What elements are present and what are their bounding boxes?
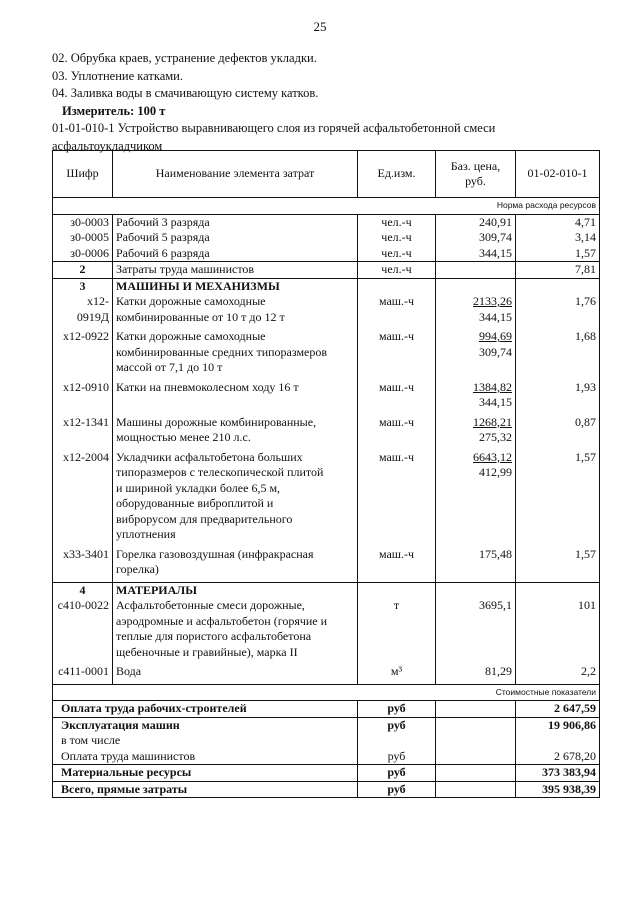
row-norm: 0,87: [516, 415, 600, 446]
empty-cell: [436, 717, 516, 733]
operator-price: 412,99: [479, 465, 512, 479]
page-number: 25: [313, 19, 327, 34]
name-line: щебеночные и гравийные), марка II: [116, 644, 298, 659]
name-line: комбинированные средних типоразмеров: [116, 344, 328, 359]
step-04: 04. Заливка воды в смачивающую систему катков.: [52, 86, 319, 100]
row-code: з0-0003: [53, 214, 113, 230]
total-row: [53, 717, 600, 733]
row-name: [113, 294, 358, 325]
row-unit: маш.-ч: [358, 415, 436, 446]
name-line: горелка): [116, 562, 159, 576]
total-row: [53, 749, 600, 765]
row-norm: 1,68: [516, 329, 600, 376]
row-norm: 1,57: [516, 547, 600, 578]
row-price: 309,74: [436, 230, 516, 246]
name-line: Катки дорожные самоходные: [116, 329, 266, 343]
table-row: [53, 246, 600, 262]
empty-cell: [436, 701, 516, 718]
row-name: Рабочий 5 разряда: [113, 230, 358, 246]
name-line: и шириной укладки более 6,5 м,: [116, 480, 281, 495]
total-unit: руб: [358, 749, 436, 765]
norm-label: Норма расхода ресурсов: [53, 198, 600, 215]
total-name: Эксплуатация машин: [53, 717, 358, 733]
row-code: х12-0922: [53, 329, 113, 376]
base-price: 175,48: [479, 546, 512, 561]
operator-price: 309,74: [479, 344, 512, 359]
total-name: Всего, прямые затраты: [53, 781, 358, 798]
cost-label: Стоимостные показатели: [53, 684, 600, 701]
name-line: уплотнения: [116, 527, 176, 541]
table-row: [53, 450, 600, 543]
row-name: [113, 450, 358, 543]
empty-cell: [436, 733, 516, 749]
row-name: [113, 598, 358, 660]
base-price: 994,69: [479, 329, 512, 343]
name-line: Укладчики асфальтобетона больших: [116, 449, 303, 464]
total-name: Материальные ресурсы: [53, 765, 358, 782]
total-value: 2 647,59: [516, 701, 600, 718]
row-price: 240,91: [436, 214, 516, 230]
row-price: [436, 547, 516, 578]
row-code: 2: [53, 262, 113, 279]
empty-cell: [436, 278, 516, 294]
header-code: Шифр: [53, 151, 113, 198]
operator-price: 344,15: [479, 309, 512, 324]
table-row: [53, 262, 600, 279]
total-row: [53, 765, 600, 782]
machines-section-row: [53, 278, 600, 294]
norm-title-line1: 01-01-010-1 Устройство выравнивающего слоя из горячей асфальтобетонной смеси: [52, 121, 496, 135]
table-row: [53, 214, 600, 230]
table-header-row: [53, 151, 600, 198]
row-price: 81,29: [436, 664, 516, 680]
total-unit: руб: [358, 717, 436, 733]
row-unit: маш.-ч: [358, 329, 436, 376]
table-row: [53, 547, 600, 578]
total-name: Оплата труда рабочих-строителей: [53, 701, 358, 718]
empty-cell: [436, 582, 516, 598]
row-name: Рабочий 6 разряда: [113, 246, 358, 262]
base-price: 1384,82: [473, 379, 512, 394]
row-price: [436, 294, 516, 325]
total-unit: руб: [358, 781, 436, 798]
row-code: с411-0001: [53, 664, 113, 680]
operator-price: 275,32: [479, 430, 512, 444]
name-line: аэродромные и асфальтобетон (горячие и: [116, 613, 328, 628]
name-line: комбинированные от 10 т до 12 т: [116, 309, 285, 324]
total-row: [53, 701, 600, 718]
row-norm: 1,57: [516, 246, 600, 262]
row-code: х12-0910: [53, 380, 113, 411]
name-line: мощностью менее 210 л.с.: [116, 430, 251, 444]
row-name: [113, 547, 358, 578]
total-value: 373 383,94: [516, 765, 600, 782]
total-unit: руб: [358, 765, 436, 782]
row-code: х12-2004: [53, 450, 113, 543]
total-value: 395 938,39: [516, 781, 600, 798]
name-line: массой от 7,1 до 10 т: [116, 360, 223, 374]
name-line: виброрусом для предварительного: [116, 511, 293, 526]
row-code: з0-0005: [53, 230, 113, 246]
row-norm: 4,71: [516, 214, 600, 230]
row-norm: 1,93: [516, 380, 600, 411]
step-02: 02. Обрубка краев, устранение дефектов укладки.: [52, 51, 317, 65]
intro-text: [52, 50, 612, 155]
section-title: МАШИНЫ И МЕХАНИЗМЫ: [113, 278, 358, 294]
empty-cell: [436, 749, 516, 765]
base-price: 1268,21: [473, 414, 512, 429]
empty-cell: [516, 582, 600, 598]
table-row: [53, 380, 600, 411]
row-norm: 2,2: [516, 664, 600, 680]
base-price: 6643,12: [473, 449, 512, 464]
materials-section-row: [53, 582, 600, 598]
row-price: [436, 450, 516, 543]
row-price: [436, 262, 516, 279]
table-row: [53, 329, 600, 376]
table-row: [53, 664, 600, 680]
row-unit: чел.-ч: [358, 214, 436, 230]
row-name: [113, 380, 358, 411]
row-unit: чел.-ч: [358, 230, 436, 246]
empty-cell: [436, 781, 516, 798]
name-line: теплые для пористого асфальтобетона: [116, 629, 312, 643]
total-row: [53, 781, 600, 798]
row-norm: 1,57: [516, 450, 600, 543]
resource-norm-table: [52, 150, 600, 798]
empty-cell: [358, 582, 436, 598]
row-unit: м³: [358, 664, 436, 680]
table-row: [53, 598, 600, 660]
header-name: Наименование элемента затрат: [113, 151, 358, 198]
row-norm: 101: [516, 598, 600, 660]
norm-title-line2: асфальтоукладчиком: [52, 138, 163, 153]
name-line: Машины дорожные комбинированные,: [116, 414, 317, 429]
row-unit: чел.-ч: [358, 246, 436, 262]
total-row: [53, 733, 600, 749]
section-title: МАТЕРИАЛЫ: [113, 582, 358, 598]
empty-cell: [516, 278, 600, 294]
total-name: Оплата труда машинистов: [53, 749, 358, 765]
name-line: Вода: [116, 664, 142, 678]
row-unit: маш.-ч: [358, 294, 436, 325]
total-unit: руб: [358, 701, 436, 718]
header-unit: Ед.изм.: [358, 151, 436, 198]
row-code: х12-1341: [53, 415, 113, 446]
row-unit: маш.-ч: [358, 547, 436, 578]
header-norm-code: 01-02-010-1: [516, 151, 600, 198]
section-code: 3: [53, 278, 113, 294]
row-unit: маш.-ч: [358, 380, 436, 411]
table-row: [53, 230, 600, 246]
row-norm: 1,76: [516, 294, 600, 325]
total-value: [516, 733, 600, 749]
base-price: 2133,26: [473, 294, 512, 308]
row-norm: 3,14: [516, 230, 600, 246]
name-line: Катки на пневмоколесном ходу 16 т: [116, 379, 299, 394]
row-norm: 7,81: [516, 262, 600, 279]
row-name: [113, 415, 358, 446]
row-unit: т: [358, 598, 436, 660]
row-code: с410-0022: [53, 598, 113, 660]
row-price: [436, 329, 516, 376]
row-price: 3695,1: [436, 598, 516, 660]
total-value: 19 906,86: [516, 717, 600, 733]
row-unit: чел.-ч: [358, 262, 436, 279]
row-name: [113, 664, 358, 680]
table-row: [53, 415, 600, 446]
row-price: [436, 415, 516, 446]
row-price: [436, 380, 516, 411]
empty-cell: [436, 765, 516, 782]
row-name: Рабочий 3 разряда: [113, 214, 358, 230]
total-unit: [358, 733, 436, 749]
measure-unit: Измеритель: 100 т: [62, 103, 166, 118]
section-code: 4: [53, 582, 113, 598]
name-line: Горелка газовоздушная (инфракрасная: [116, 546, 314, 561]
step-03: 03. Уплотнение катками.: [52, 68, 183, 83]
total-name: в том числе: [53, 733, 358, 749]
row-code: з0-0006: [53, 246, 113, 262]
table-row: [53, 294, 600, 325]
norm-label-row: [53, 198, 600, 215]
row-name: [113, 329, 358, 376]
row-price: 344,15: [436, 246, 516, 262]
row-code: х33-3401: [53, 547, 113, 578]
cost-label-row: [53, 684, 600, 701]
row-unit: маш.-ч: [358, 450, 436, 543]
name-line: типоразмеров с телескопической плитой: [116, 465, 324, 479]
operator-price: 344,15: [479, 395, 512, 409]
row-code: х12-0919Д: [53, 294, 113, 325]
name-line: оборудованные виброплитой и: [116, 496, 274, 510]
total-value: 2 678,20: [516, 749, 600, 765]
name-line: Катки дорожные самоходные: [116, 294, 266, 308]
empty-cell: [358, 278, 436, 294]
row-name: Затраты труда машинистов: [113, 262, 358, 279]
header-price: Баз. цена, руб.: [436, 151, 516, 198]
name-line: Асфальтобетонные смеси дорожные,: [116, 598, 305, 612]
